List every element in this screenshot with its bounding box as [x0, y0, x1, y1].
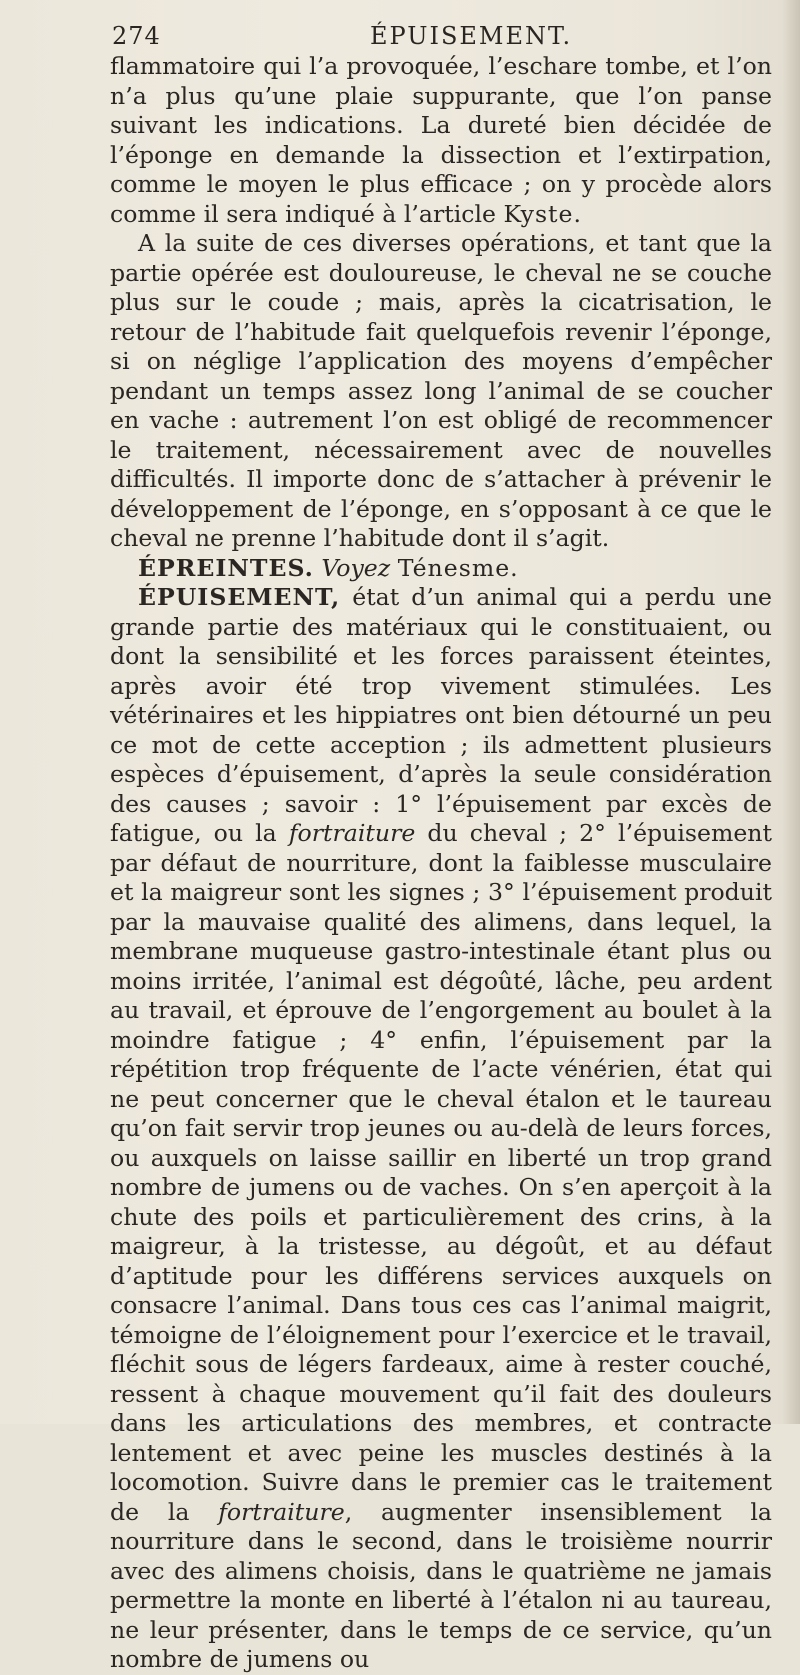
entry-text: état d’un animal qui a perdu une grande partie des matériaux qui le constituaient, ou dont la sensibilité et les forces paraissent éteintes, après avoir été trop vivement stimulées. Les vétérinaires et les hippiatres ont bien détourné un peu ce mot de cette acception ; ils admettent plusieurs espèces d’épuisement, d’après la seule considération des causes ; savoir : 1° l’épuisement par excès de fatigue, ou la: [110, 583, 772, 847]
entry-text: du cheval ; 2° l’épuisement par défaut de nourriture, dont la faiblesse musculaire et la maigreur sont les signes ; 3° l’épuisement produit par la mauvaise qualité des alimens, dans lequel, la membrane muqueuse gastro-intestinale étant plus ou moins irritée, l’animal est dégoûté, lâche, peu ardent au travail, et éprouve de l’engorgement au boulet à la moindre fatigue ; 4° enfin, l’épuisement par la répétition trop fréquente de l’acte vénérien, état qui ne peut concerner que le cheval étalon et le taureau qu’on fait servir trop jeunes ou au-delà de leurs forces, ou auxquels on laisse saillir en liberté un trop grand nombre de jumens ou de vaches. On s’en aperçoit à la chute des poils et particulièrement des crins, à la maigreur, à la tristesse, au dégoût, et au défaut d’aptitude pour les différens services auxquels on consacre l’animal. Dans tous ces cas l’animal maigrit, témoigne de l’éloignement pour l’exercice et le travail, fléchit sous de légers fardeaux, aime à rester couché, ressent à chaque mouvement qu’il fait des douleurs dans les articulations des membres, et contracte lentement et avec peine les muscles destinés à la locomotion. Suivre dans le premier cas le traitement de la: [110, 819, 772, 1526]
dictionary-entry-epuisement: [110, 583, 772, 1675]
page-edge-shadow: [782, 0, 800, 1424]
entry-text: , augmenter insensiblement la nourriture dans le second, dans le troisième nourrir avec des alimens choisis, dans le quatrième ne jamais permettre la monte en liberté à l’étalon ni au taureau, ne leur présenter, dans le temps de ce service, qu’un nombre de jumens ou: [110, 1497, 773, 1673]
dictionary-entry-epreintes: [110, 554, 772, 584]
paragraph: A la suite de ces diverses opérations, et tant que la partie opérée est douloureuse, le cheval ne se couche plus sur le coude ; mais, après la cicatrisation, le retour de l’habitude fait quelquefois revenir l’éponge, si on néglige l’application des moyens d’empêcher pendant un temps assez long l’animal de se coucher en vache : autrement l’on est obligé de recommencer le traitement, nécessairement avec de nouvelles difficultés. Il importe donc de s’attacher à prévenir le développement de l’éponge, en s’opposant à ce que le cheval ne prenne l’habitude dont il s’agit.: [110, 229, 772, 552]
page-number: 274: [112, 22, 161, 50]
cross-reference: Kyste.: [503, 199, 582, 228]
paragraph-continuation: [110, 52, 772, 229]
page-header: [112, 22, 762, 52]
italic-term: fortraiture: [218, 1497, 345, 1526]
entry-headword: ÉPUISEMENT,: [138, 583, 341, 611]
paragraph-text: flammatoire qui l’a provoquée, l’eschare tombe, et l’on n’a plus qu’une plaie suppurante, que l’on panse suivant les indications. La dureté bien décidée de l’éponge en demande la dissection et l’extirpation, comme le moyen le plus efficace ; on y procède alors comme il sera indiqué à l’article: [110, 52, 772, 228]
italic-term: fortraiture: [288, 819, 416, 847]
running-head: ÉPUISEMENT.: [370, 22, 573, 50]
entry-headword: ÉPREINTES.: [138, 553, 314, 582]
cross-reference: Ténesme.: [397, 553, 519, 582]
body-text: [110, 52, 772, 1675]
see-also-label: Voyez: [321, 553, 391, 582]
